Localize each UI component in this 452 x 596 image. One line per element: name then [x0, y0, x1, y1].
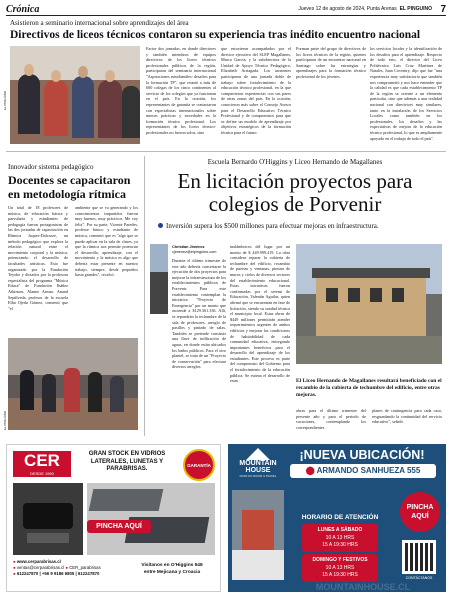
mh-sunday-title: DOMINGO Y FESTIVOS: [312, 557, 368, 563]
mh-weekday-2: 15 A 19:30 HRS: [322, 542, 358, 548]
story1-photo: [10, 46, 140, 144]
story1-col-extra: [296, 46, 366, 146]
story3-deck: [158, 222, 442, 230]
story2-headline: Docentes se capacitaron en metodología rítmica: [8, 173, 131, 201]
story3-deck-text: Inversión supera los $500 millones para efectuar mejoras en infraestructura.: [166, 222, 379, 230]
ad-cer-parabrisas[interactable]: [6, 444, 221, 592]
bullet-icon: [158, 223, 163, 228]
story2-photo-credit: EL PINGÜINO: [3, 410, 7, 430]
story3-col2: [230, 244, 290, 430]
cer-phones-text: 612247870 | +56 9 9186 6805 | 612247870: [16, 571, 100, 576]
cer-tagline-2: LATERALES, LUNETAS Y: [90, 458, 164, 465]
story2-kicker: Innovador sistema pedagógico: [8, 163, 94, 171]
mh-address-text: ARMANDO SANHUEZA 555: [316, 466, 421, 475]
story3-col3: obras para el último trimestre del presente año y para el periodo de vacaciones, contemplando los correspondientes: [296, 408, 366, 430]
story1-col1: Forman parte del grupo de directivos de los liceos técnicos de la región, quienes participaron de un encuentro nacional en Santiago sobre las estrategias y aprendizajes para la formación técnico profesional de los jóvenes.: [296, 46, 366, 79]
cer-cta-button[interactable]: PINCHA AQUÍ: [87, 520, 151, 533]
cer-logo: [13, 451, 71, 477]
story3-col4: planes de contingencia para cada caso, resguardando la continuidad del servicio educativo", señaló.: [372, 408, 442, 425]
section-title: Crónica: [6, 4, 40, 15]
cer-phones[interactable]: [13, 571, 123, 577]
cer-glass-photo: [87, 483, 215, 555]
cer-tagline: [77, 451, 177, 474]
story3-headline: En licitación proyectos para colegios de Porvenir: [177, 169, 413, 216]
story3-photo-main: [296, 244, 442, 364]
paper-name: EL PINGUINO: [399, 6, 432, 12]
date-text: Jueves 12 de agosto de 2024, Punta Arenas: [298, 6, 397, 12]
story3-col1-text: Durante el último trimestre de este año debería concretarse la ejecución de dos proyectos para mejorar la infraestructura de los establecimientos públicos de Porvenir. Para este establecimiento contemplan la iniciativa "Proyecto de Emergencia" por un monto que asciende a $129.361.336. Allí, se repondrán la techumbre de la sala de profesores, arreglo de pasillos y pintado de salas. También se pretende construir una llave de infiltración de aguas, en donde están ubicados los baños públicos. Para el otro plantel, se trata de un "Proyecto de conservación" para efectuar diversos arreglos: [172, 258, 226, 370]
story3-photo-left: [150, 244, 168, 314]
mh-contact: CONTÁCTANOS: [405, 576, 433, 580]
page-number: 7: [440, 4, 446, 15]
story3-kicker: Escuela Bernardo O'Higgins y Liceo Hernando de Magallanes: [207, 158, 383, 166]
cer-contact: [13, 559, 123, 577]
story1-col2: Factor dos jornadas, en donde directores y también miembros de equipos directivos de los liceos técnicos profesionales públicos de la región, participaron del seminario internacional "Aspiraciones estudiantiles: desafíos para la formación TP", que reunió a más de 600 colegas de los cinco continentes al servicio de los colegios que ya funcionan en el país. En la ocasión, los representantes de garantía se contactaron con especialistas internacionales sobre nuevas prácticas y novedades en la formación técnico profesional. Los representantes de los liceos técnico-profesionales no fueron solos, sino: [146, 46, 216, 135]
instagram-icon: ●: [65, 565, 68, 570]
cer-address-1: Visítanos en O'Higgins 548: [141, 563, 203, 568]
story3-caption: El Liceo Hernando de Magallanes resultará beneficiado con el recambio de la cubierta de techumbre del edificio, entre otras mejoras.: [296, 378, 442, 398]
story1-kicker: Asistieron a seminario internacional sobre aprendizajes del área: [10, 19, 189, 27]
cer-tagline-3: PARABRISAS.: [106, 466, 148, 472]
mh-weekday-title: LUNES A SÁBADO: [317, 527, 363, 533]
mh-store-photo: [232, 490, 284, 580]
byline-email: cjimenez@elpinguino.com: [172, 250, 217, 254]
divider-2: [144, 156, 145, 436]
story1-headline: Directivos de liceos técnicos contaron su experiencia tras inédito encuentro nacional: [10, 29, 421, 41]
cer-tagline-1: GRAN STOCK EN VIDRIOS: [88, 451, 166, 457]
mh-banner: ¡NUEVA UBICACIÓN!: [299, 448, 425, 462]
cer-brand: CER: [24, 451, 60, 470]
story2-col2: ambiente que se va generando y los conocimientos impartidos fueron muy buenos, muy prácticos. Me voy feliz". Por su parte, Vicente Paredes, profesor básico y estudiante de música, comentó que es "algo que se puede aplicar en la sala de clases, ya que la rítmica nos permite potenciar el desarrollo, aprendizaje, con el movimiento y la música es algo que debería estar presente en nuestro trabajo, siempre, desde pequeños hasta grandes", recalcó.: [75, 205, 138, 278]
mh-sunday-1: 10 A 13 HRS: [325, 564, 355, 571]
cer-address: [127, 563, 217, 576]
byline: [172, 245, 226, 255]
mh-sunday-box: [302, 554, 378, 582]
mh-brand-1: MOUNTAIN: [239, 460, 277, 467]
garantia-text: GARANTÍA: [187, 463, 211, 468]
mh-weekday-box: [302, 524, 378, 552]
phone-icon: ●: [13, 571, 16, 576]
mh-cta-2: AQUÍ: [411, 513, 429, 520]
story1-col4: los servicios locales y la identificación de los desafíos para el aprendizaje. Respecto de todo esto, el director del Liceo Politécnico Luis Cruz Martínez de Natales, Juan Coventry, dijo que fue "una experiencia muy satisfactoria que también nos comprometió y nos hace entender que la calidad es que cada establecimiento TP de la región se oriente a un elemento particular, sino que además a una realidad nacional con directrices muy similares, tanto en la instalación de los Servicios Locales como también en los profesionales, los desafíos y las expectativas de mejora de la educación técnico profesional, lo que es ampliamente apoyado en el trabajo de todo el país".: [370, 46, 442, 141]
story2-photo: [8, 338, 138, 430]
divider-1: [6, 151, 446, 152]
mh-address: [290, 464, 436, 478]
mh-cta-circle[interactable]: [400, 492, 440, 532]
cer-car-photo: [13, 483, 83, 555]
cer-address-2: entre Mejicana y Croacia: [143, 569, 201, 575]
cer-email-text: ventas@cerparabrisas.cl: [16, 565, 65, 570]
byline-name: Christian Jiménez: [172, 245, 205, 249]
masthead: [6, 4, 446, 16]
dateline: [298, 6, 432, 12]
mh-qr-code[interactable]: [402, 540, 436, 574]
cer-social-text: CER_parabrisas: [69, 565, 101, 570]
story3-col1: [172, 258, 226, 430]
story2-col1: Un total de 18 profesores de música, de educación básica y parvularia y estudiantes de pedagogía fueron protagonistas de las dos jornadas de capacitación en Rítmica Jaques-Dalcroze, un método pedagógico que explora la relación natural entre el movimiento corporal y la música, potenciando el desarrollo de facultades artísticas. Esto fue organizado por la Fundación Teyoke y dictados por la profesora especialista del programa "Música Educa" de Fundación Ibáñez Atkinson, Alanne Armas. Anand Sepúlveda, profesor de la escuela Elba Ojeda Gómez, comentó que "el: [8, 205, 68, 311]
mh-weekday-1: 10 A 13 HRS: [325, 534, 355, 541]
mh-cta-1: PINCHA: [406, 504, 434, 511]
garantia-badge: [183, 449, 215, 481]
mh-brand-sub: ROPA OUTDOOR & TRAVEL: [239, 474, 277, 478]
mh-watermark: MOUNTAINHOUSE.CL: [315, 582, 411, 592]
ad-mountain-house[interactable]: [228, 444, 446, 592]
cer-web-text: www.cerparabrisas.cl: [16, 559, 61, 564]
location-pin-icon: ⬤: [305, 466, 315, 475]
cer-since: DESDE 1990: [30, 471, 54, 476]
story3-col2-text: inalámbricos del lugar por un monto de $ 449.999.419. La obra considera reparar la cubierta de techumbre del edificio, recambio de puertas y ventanas, pintura de muros y cielos de diversos sectores del establecimiento educacional. Estas iniciativas fueron confirmadas por el seremi de Educación, Valentín Aguilar, quien afirmó que se encuentran en fase de licitación, siendo su unidad técnica el municipio local. Estas obras de $449 millones permitirán atender requerimientos urgentes de ambos edificios y mejorar las condiciones de habitabilidad de cada comunidad educativa, entregando importantes beneficios para el desarrollo del aprendizaje de los estudiantes. Este proceso es parte del compromiso del Gobierno para el fortalecimiento de la educación pública. Se estima el desarrollo de estas: [230, 244, 290, 384]
mountain-icon: [246, 448, 270, 460]
mh-brand-2: HOUSE: [245, 467, 271, 474]
mail-icon: ●: [13, 565, 16, 570]
story1-photo-credit: EL PINGÜINO: [3, 90, 7, 110]
mh-logo: [232, 448, 284, 488]
story1-col3: que estuvieron acompañados por el director ejecutivo del SLEP Magallanes, Marco García, y la subdirectora de la Unidad de Apoyo Técnico Pedagógico, Elizabeth Arriagada. Los asistentes participaron de una jornada doble de trabajo sobre fortalecimiento de la educación técnico profesional, en la que compartieron experiencias con sus pares de otras zonas del país. En la ocasión, conocieron más sobre el Consejo Asesor para el Desarrollo Educativo Técnico Profesional y de compromisos para que se define un modelo de aprendizaje por objetivos estratégicos de la formación técnica para el futuro.: [221, 46, 291, 135]
mh-sunday-2: 15 A 19:30 HRS: [322, 572, 358, 578]
globe-icon: ●: [13, 559, 16, 564]
mh-hours-title: HORARIO DE ATENCIÓN: [301, 514, 379, 521]
